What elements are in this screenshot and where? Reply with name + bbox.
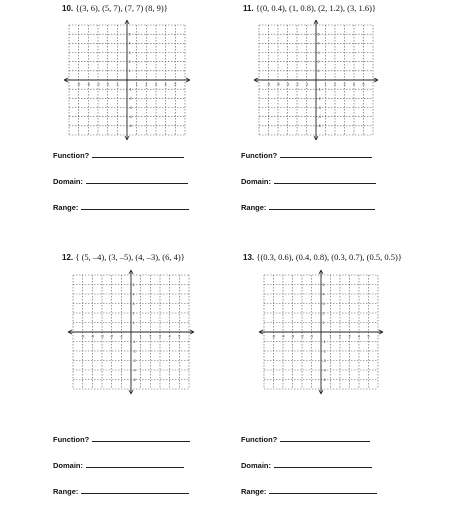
x-tick-label: -5 — [266, 82, 271, 87]
x-tick-label: -1 — [119, 334, 123, 339]
x-tick-label: -4 — [281, 334, 285, 339]
function-answer — [241, 433, 370, 444]
y-tick-label: -3 — [317, 105, 321, 110]
function-answer — [53, 433, 190, 444]
y-tick-label: -1 — [317, 87, 321, 92]
coordinate-grid[interactable] — [62, 18, 192, 142]
function-blank[interactable] — [280, 433, 370, 442]
y-tick-label: -1 — [322, 339, 326, 344]
domain-answer — [241, 175, 376, 186]
y-tick-label: -1 — [128, 87, 132, 92]
x-tick-label: 4 — [164, 82, 167, 87]
x-tick-label: -2 — [300, 334, 304, 339]
range-answer — [53, 485, 189, 496]
problem-title — [62, 252, 185, 262]
domain-answer — [53, 459, 184, 470]
coordinate-grid[interactable] — [252, 18, 380, 142]
y-tick-label: 1 — [317, 69, 320, 74]
function-blank[interactable] — [92, 149, 184, 158]
domain-label: Domain: — [53, 177, 83, 186]
x-tick-label: 1 — [139, 334, 142, 339]
x-tick-label: 3 — [343, 82, 346, 87]
y-tick-label: -5 — [317, 124, 321, 129]
y-tick-label: 4 — [317, 41, 320, 46]
y-tick-label: 5 — [322, 282, 325, 287]
domain-label: Domain: — [53, 461, 83, 470]
x-tick-label: -1 — [309, 334, 314, 339]
range-answer — [53, 201, 189, 212]
range-label: Range: — [241, 203, 267, 212]
problem-title — [243, 252, 402, 262]
y-tick-label: 4 — [128, 41, 131, 46]
x-tick-label: 3 — [159, 334, 161, 339]
range-answer — [241, 201, 375, 212]
function-label: Function? — [53, 435, 90, 444]
x-tick-label: -4 — [86, 82, 90, 87]
x-tick-label: 5 — [362, 82, 365, 87]
x-tick-label: -1 — [115, 82, 119, 87]
x-tick-label: 1 — [329, 334, 332, 339]
x-tick-label: 5 — [174, 82, 177, 87]
y-tick-label: -5 — [322, 377, 326, 382]
domain-label: Domain: — [241, 177, 271, 186]
x-tick-label: 5 — [178, 334, 181, 339]
x-tick-label: 4 — [358, 334, 360, 339]
x-tick-label: -4 — [276, 82, 280, 87]
x-tick-label: 3 — [348, 334, 351, 339]
problem-number: 10. — [62, 4, 74, 13]
domain-blank[interactable] — [86, 175, 188, 184]
x-tick-label: 3 — [155, 82, 157, 87]
range-label: Range: — [53, 203, 79, 212]
y-tick-label: -4 — [132, 368, 136, 373]
function-label: Function? — [241, 435, 278, 444]
coordinate-grid[interactable] — [257, 268, 385, 396]
x-tick-label: 4 — [353, 82, 355, 87]
x-tick-label: 4 — [168, 334, 171, 339]
x-tick-label: -3 — [100, 334, 104, 339]
y-tick-label: 4 — [132, 292, 135, 297]
range-blank[interactable] — [269, 485, 377, 494]
x-tick-label: 1 — [135, 82, 138, 87]
problem-number: 11. — [243, 4, 254, 13]
y-tick-label: -4 — [317, 114, 321, 119]
problem-number: 13. — [243, 253, 255, 262]
y-tick-label: 2 — [128, 59, 131, 64]
domain-blank[interactable] — [86, 459, 184, 468]
domain-answer — [241, 459, 372, 470]
y-tick-label: -2 — [322, 349, 326, 354]
x-tick-label: -4 — [90, 334, 94, 339]
y-tick-label: -2 — [128, 96, 132, 101]
y-tick-label: 1 — [322, 320, 325, 325]
domain-label: Domain: — [241, 461, 271, 470]
x-tick-label: -2 — [295, 82, 299, 87]
domain-blank[interactable] — [274, 459, 372, 468]
y-tick-label: 4 — [322, 292, 325, 297]
x-tick-label: 2 — [339, 334, 341, 339]
function-blank[interactable] — [280, 149, 372, 158]
y-tick-label: 1 — [128, 69, 131, 74]
x-tick-label: 2 — [334, 82, 336, 87]
x-tick-label: -5 — [81, 334, 85, 339]
x-tick-label: -3 — [290, 334, 295, 339]
range-answer — [241, 485, 377, 496]
y-tick-label: -5 — [128, 124, 132, 129]
ordered-pair-set: {(0, 0.4), (1, 0.8), (2, 1.2), (3, 1.6)} — [255, 3, 376, 13]
range-blank[interactable] — [81, 485, 189, 494]
x-tick-label: 2 — [149, 334, 152, 339]
y-tick-label: 5 — [317, 32, 320, 37]
x-tick-label: -5 — [77, 82, 81, 87]
y-tick-label: -4 — [128, 114, 132, 119]
y-tick-label: -5 — [132, 377, 136, 382]
function-label: Function? — [241, 151, 278, 160]
x-tick-label: -3 — [96, 82, 100, 87]
y-tick-label: 3 — [132, 301, 135, 306]
y-tick-label: 2 — [317, 59, 320, 64]
ordered-pair-set: {(3, 6), (5, 7), (7, 7) (8, 9)} — [75, 3, 168, 13]
y-tick-label: 1 — [132, 320, 135, 325]
y-tick-label: 3 — [317, 50, 320, 55]
function-blank[interactable] — [92, 433, 190, 442]
function-answer — [241, 149, 372, 160]
y-tick-label: -2 — [317, 96, 321, 101]
y-tick-label: 2 — [132, 311, 135, 316]
problem-number: 12. — [62, 253, 74, 262]
range-label: Range: — [53, 487, 79, 496]
y-tick-label: -3 — [322, 358, 326, 363]
range-blank[interactable] — [81, 201, 189, 210]
problem-title — [62, 3, 168, 13]
y-tick-label: -1 — [132, 339, 136, 344]
y-tick-label: 3 — [322, 301, 325, 306]
coordinate-grid[interactable] — [66, 268, 196, 396]
x-tick-label: -2 — [110, 334, 114, 339]
domain-blank[interactable] — [274, 175, 376, 184]
ordered-pair-set: { (5, –4), (3, –5), (4, –3), (6, 4)} — [75, 252, 185, 262]
y-tick-label: 2 — [322, 311, 325, 316]
x-tick-label: 2 — [145, 82, 148, 87]
y-tick-label: -3 — [128, 105, 132, 110]
y-tick-label: 5 — [128, 32, 131, 37]
domain-answer — [53, 175, 188, 186]
function-answer — [53, 149, 184, 160]
y-tick-label: 5 — [132, 282, 135, 287]
y-tick-label: -3 — [132, 358, 136, 363]
problem-title — [243, 3, 376, 13]
x-tick-label: 1 — [324, 82, 327, 87]
range-blank[interactable] — [269, 201, 375, 210]
y-tick-label: -4 — [322, 368, 326, 373]
y-tick-label: 3 — [128, 50, 131, 55]
x-tick-label: -1 — [304, 82, 309, 87]
x-tick-label: 5 — [367, 334, 370, 339]
y-tick-label: -2 — [132, 349, 136, 354]
function-label: Function? — [53, 151, 90, 160]
x-tick-label: -5 — [271, 334, 276, 339]
x-tick-label: -3 — [285, 82, 290, 87]
ordered-pair-set: {(0.3, 0.6), (0.4, 0.8), (0.3, 0.7), (0.5, 0.5)} — [256, 252, 402, 262]
range-label: Range: — [241, 487, 267, 496]
x-tick-label: -2 — [106, 82, 110, 87]
